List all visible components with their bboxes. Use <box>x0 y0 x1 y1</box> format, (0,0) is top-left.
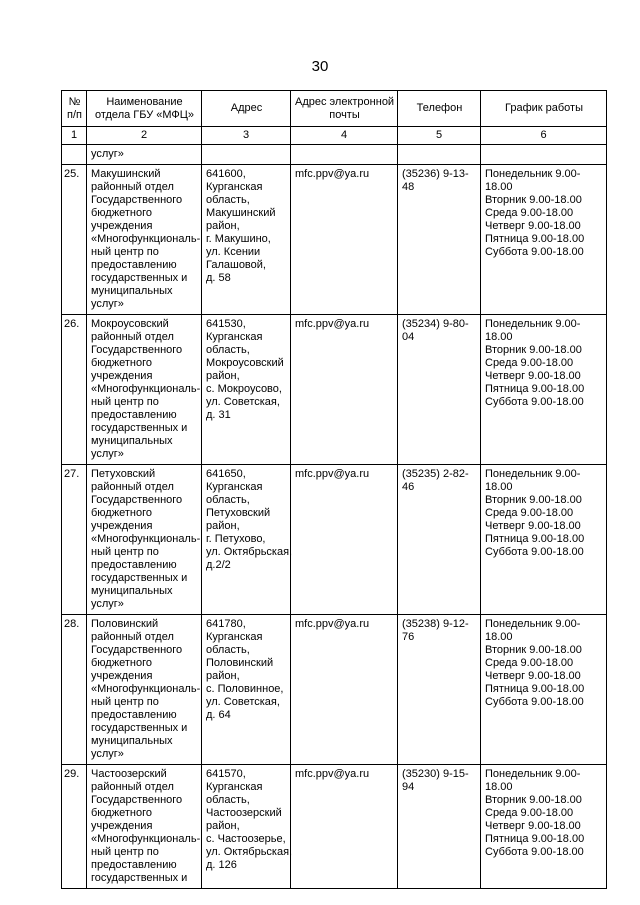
text-line: п/п <box>67 108 82 121</box>
office-email: mfc.ppv@ya.ru <box>291 765 398 889</box>
column-number: 5 <box>398 127 481 145</box>
text-line: Понедельник 9.00- <box>485 168 581 180</box>
text-line: ул. Советская, <box>206 396 280 408</box>
text-line: Петуховский <box>206 507 271 519</box>
office-address <box>202 165 291 315</box>
text-line: Пятница 9.00-18.00 <box>485 533 585 545</box>
text-line: 94 <box>402 781 415 793</box>
text-line: бюджетного <box>91 807 152 819</box>
text-line: муниципальных <box>91 435 173 447</box>
office-phone <box>398 465 481 615</box>
text-line: ный центр по <box>91 696 159 708</box>
text-line: область, <box>206 494 250 506</box>
text-line: учреждения <box>91 220 153 232</box>
row-index: 28. <box>62 615 87 765</box>
text-line: Четверг 9.00-18.00 <box>485 820 581 832</box>
text-line: Вторник 9.00-18.00 <box>485 644 582 656</box>
text-line: (35236) 9-13- <box>402 168 469 180</box>
text-line: «Многофункциональ- <box>91 383 201 395</box>
text-line: Вторник 9.00-18.00 <box>485 194 582 206</box>
office-name <box>87 315 202 465</box>
text-line: Понедельник 9.00- <box>485 468 581 480</box>
header-schedule <box>481 91 607 127</box>
text-line: «Многофункциональ- <box>91 233 201 245</box>
text-line: Наименование <box>106 95 183 108</box>
text-line: отдела ГБУ «МФЦ» <box>94 108 195 121</box>
column-number: 2 <box>87 127 202 145</box>
text-line: 641780, <box>206 618 246 630</box>
text-line: учреждения <box>91 820 153 832</box>
text-line: услуг» <box>91 298 124 310</box>
text-line: д. 126 <box>206 859 237 871</box>
text-line: предоставлению <box>91 559 177 571</box>
text-line: Макушинский <box>206 207 276 219</box>
text-line: № <box>68 95 81 108</box>
office-name <box>87 165 202 315</box>
text-line: ный центр по <box>91 546 159 558</box>
text-line: Суббота 9.00-18.00 <box>485 846 584 858</box>
text-line: (35238) 9-12- <box>402 618 469 630</box>
text-line: Пятница 9.00-18.00 <box>485 383 585 395</box>
text-line: «Многофункциональ- <box>91 533 201 545</box>
text-line: ный центр по <box>91 246 159 258</box>
row-index: 29. <box>62 765 87 889</box>
text-line: бюджетного <box>91 657 152 669</box>
text-line: 641650, <box>206 468 246 480</box>
text-line: услуг» <box>91 448 124 460</box>
text-line: Суббота 9.00-18.00 <box>485 246 584 258</box>
text-line: район, <box>206 370 240 382</box>
text-line: График работы <box>505 102 583 114</box>
text-line: Среда 9.00-18.00 <box>485 507 574 519</box>
row-index: 26. <box>62 315 87 465</box>
text-line: Вторник 9.00-18.00 <box>485 794 582 806</box>
text-line: район, <box>206 820 240 832</box>
text-line: бюджетного <box>91 357 152 369</box>
office-schedule <box>481 165 607 315</box>
text-line: д. 31 <box>206 409 231 421</box>
text-line: Четверг 9.00-18.00 <box>485 370 581 382</box>
text-line: Частоозерский <box>206 807 282 819</box>
text-line: Государственного <box>91 194 183 206</box>
office-email: mfc.ppv@ya.ru <box>291 315 398 465</box>
column-number-row <box>62 127 607 145</box>
office-schedule <box>481 615 607 765</box>
text-line: Пятница 9.00-18.00 <box>485 833 585 845</box>
text-line: ул. Октябрьская, <box>206 546 293 558</box>
text-line: Понедельник 9.00- <box>485 318 581 330</box>
text-line: Половинский <box>91 618 159 630</box>
text-line: (35235) 2-82- <box>402 468 469 480</box>
text-line: ул. Октябрьская, <box>206 846 293 858</box>
text-line: почты <box>329 108 360 121</box>
text-line: ный центр по <box>91 846 159 858</box>
office-name <box>87 765 202 889</box>
text-line: предоставлению <box>91 259 177 271</box>
continuation-index <box>62 145 87 165</box>
text-line: район, <box>206 670 240 682</box>
text-line: область, <box>206 794 250 806</box>
text-line: предоставлению <box>91 859 177 871</box>
text-line: муниципальных <box>91 285 173 297</box>
text-line: Телефон <box>416 102 463 114</box>
table-row <box>62 315 607 465</box>
text-line: Курганская <box>206 331 263 343</box>
text-line: государственных и <box>91 422 188 434</box>
text-line: 18.00 <box>485 331 513 343</box>
office-email: mfc.ppv@ya.ru <box>291 465 398 615</box>
text-line: Курганская <box>206 781 263 793</box>
table-row <box>62 765 607 889</box>
column-number: 6 <box>481 127 607 145</box>
text-line: (35230) 9-15- <box>402 768 469 780</box>
text-line: районный отдел <box>91 631 174 643</box>
text-line: 48 <box>402 181 415 193</box>
text-line: муниципальных <box>91 735 173 747</box>
text-line: Частоозерский <box>91 768 167 780</box>
text-line: районный отдел <box>91 781 174 793</box>
text-line: ул. Советская, <box>206 696 280 708</box>
text-line: районный отдел <box>91 481 174 493</box>
text-line: Суббота 9.00-18.00 <box>485 396 584 408</box>
text-line: Вторник 9.00-18.00 <box>485 344 582 356</box>
text-line: 18.00 <box>485 481 513 493</box>
text-line: с. Частоозерье, <box>206 833 286 845</box>
text-line: ул. Ксении <box>206 246 261 258</box>
header-name <box>87 91 202 127</box>
office-address <box>202 315 291 465</box>
text-line: с. Мокроусово, <box>206 383 282 395</box>
header-phone <box>398 91 481 127</box>
text-line: Среда 9.00-18.00 <box>485 807 574 819</box>
text-line: 641570, <box>206 768 246 780</box>
office-schedule <box>481 465 607 615</box>
text-line: услуг» <box>91 598 124 610</box>
text-line: Среда 9.00-18.00 <box>485 357 574 369</box>
text-line: Вторник 9.00-18.00 <box>485 494 582 506</box>
text-line: 46 <box>402 481 415 493</box>
row-index: 27. <box>62 465 87 615</box>
office-name <box>87 615 202 765</box>
office-schedule <box>481 315 607 465</box>
text-line: Пятница 9.00-18.00 <box>485 683 585 695</box>
text-line: район, <box>206 220 240 232</box>
continuation-text: услуг» <box>87 145 202 165</box>
continuation-row <box>62 145 607 165</box>
office-schedule <box>481 765 607 889</box>
office-address <box>202 615 291 765</box>
header-email <box>291 91 398 127</box>
text-line: Галашовой, <box>206 259 266 271</box>
text-line: государственных и <box>91 872 188 884</box>
text-line: Петуховский <box>91 468 156 480</box>
text-line: бюджетного <box>91 507 152 519</box>
text-line: Среда 9.00-18.00 <box>485 657 574 669</box>
text-line: Четверг 9.00-18.00 <box>485 220 581 232</box>
text-line: Мокроусовский <box>91 318 169 330</box>
text-line: Государственного <box>91 794 183 806</box>
text-line: районный отдел <box>91 331 174 343</box>
text-line: 18.00 <box>485 181 513 193</box>
text-line: районный отдел <box>91 181 174 193</box>
office-email: mfc.ppv@ya.ru <box>291 165 398 315</box>
text-line: ный центр по <box>91 396 159 408</box>
text-line: учреждения <box>91 520 153 532</box>
text-line: Четверг 9.00-18.00 <box>485 670 581 682</box>
text-line: область, <box>206 644 250 656</box>
text-line: д. 64 <box>206 709 231 721</box>
text-line: район, <box>206 520 240 532</box>
text-line: (35234) 9-80- <box>402 318 469 330</box>
continuation-empty <box>291 145 398 165</box>
page-number: 30 <box>311 58 329 75</box>
column-number: 3 <box>202 127 291 145</box>
text-line: Макушинский <box>91 168 161 180</box>
header-row <box>62 91 607 127</box>
text-line: учреждения <box>91 370 153 382</box>
text-line: Суббота 9.00-18.00 <box>485 546 584 558</box>
office-phone <box>398 165 481 315</box>
text-line: Государственного <box>91 494 183 506</box>
text-line: д. 58 <box>206 272 231 284</box>
column-number: 1 <box>62 127 87 145</box>
office-phone <box>398 765 481 889</box>
text-line: государственных и <box>91 722 188 734</box>
text-line: 76 <box>402 631 415 643</box>
text-line: Понедельник 9.00- <box>485 768 581 780</box>
text-line: г. Макушино, <box>206 233 271 245</box>
office-name <box>87 465 202 615</box>
header-index <box>62 91 87 127</box>
text-line: предоставлению <box>91 409 177 421</box>
text-line: Курганская <box>206 181 263 193</box>
continuation-empty <box>398 145 481 165</box>
text-line: 641600, <box>206 168 246 180</box>
office-address <box>202 765 291 889</box>
office-phone <box>398 315 481 465</box>
text-line: «Многофункциональ- <box>91 683 201 695</box>
text-line: Пятница 9.00-18.00 <box>485 233 585 245</box>
text-line: г. Петухово, <box>206 533 266 545</box>
text-line: область, <box>206 194 250 206</box>
text-line: Понедельник 9.00- <box>485 618 581 630</box>
text-line: бюджетного <box>91 207 152 219</box>
continuation-empty <box>202 145 291 165</box>
text-line: государственных и <box>91 572 188 584</box>
table-row <box>62 165 607 315</box>
text-line: 04 <box>402 331 415 343</box>
office-address <box>202 465 291 615</box>
text-line: Курганская <box>206 481 263 493</box>
text-line: «Многофункциональ- <box>91 833 201 845</box>
text-line: с. Половинное, <box>206 683 284 695</box>
text-line: муниципальных <box>91 585 173 597</box>
text-line: 641530, <box>206 318 246 330</box>
text-line: д.2/2 <box>206 559 231 571</box>
office-phone <box>398 615 481 765</box>
column-number: 4 <box>291 127 398 145</box>
text-line: Адрес <box>230 102 263 114</box>
text-line: Четверг 9.00-18.00 <box>485 520 581 532</box>
text-line: 18.00 <box>485 631 513 643</box>
row-index: 25. <box>62 165 87 315</box>
text-line: Адрес электронной <box>295 95 395 108</box>
offices-table <box>61 90 607 889</box>
text-line: Государственного <box>91 344 183 356</box>
text-line: Среда 9.00-18.00 <box>485 207 574 219</box>
text-line: область, <box>206 344 250 356</box>
text-line: Курганская <box>206 631 263 643</box>
table-row <box>62 465 607 615</box>
office-email: mfc.ppv@ya.ru <box>291 615 398 765</box>
header-address <box>202 91 291 127</box>
text-line: государственных и <box>91 272 188 284</box>
text-line: Государственного <box>91 644 183 656</box>
text-line: Мокроусовский <box>206 357 284 369</box>
table-row <box>62 615 607 765</box>
text-line: Половинский <box>206 657 274 669</box>
text-line: 18.00 <box>485 781 513 793</box>
text-line: учреждения <box>91 670 153 682</box>
text-line: Суббота 9.00-18.00 <box>485 696 584 708</box>
text-line: предоставлению <box>91 709 177 721</box>
text-line: услуг» <box>91 748 124 760</box>
continuation-empty <box>481 145 607 165</box>
